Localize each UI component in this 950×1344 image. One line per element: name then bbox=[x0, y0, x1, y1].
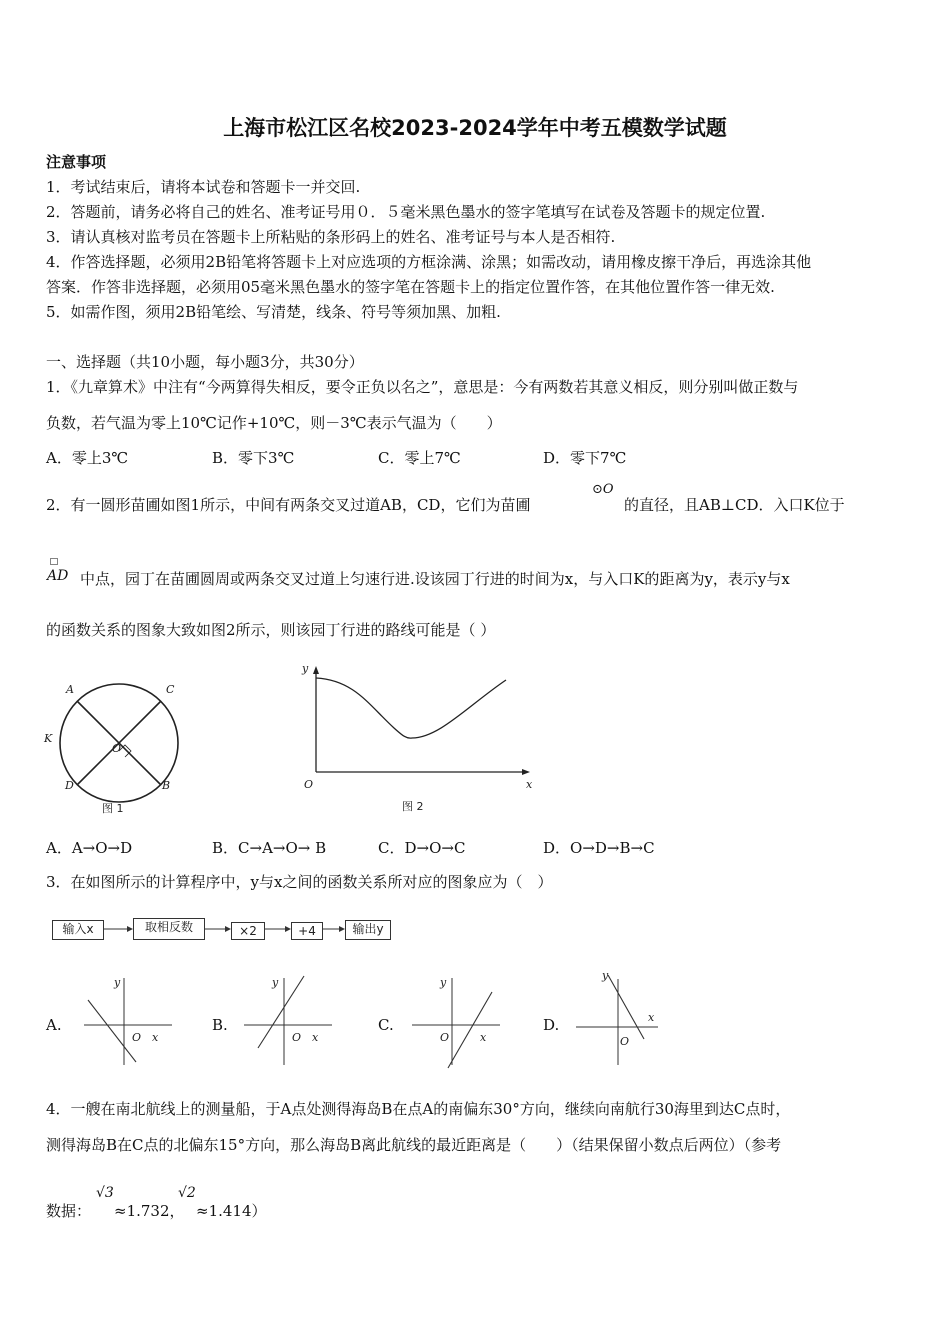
notice-item-5: 5．如需作图，须用2B铅笔绘、写清楚，线条、符号等须加黑、加粗. bbox=[46, 303, 501, 321]
svg-text:O: O bbox=[132, 1031, 142, 1044]
q1-option-c: C．零上7℃ bbox=[378, 449, 461, 467]
fig1-label-o: O bbox=[112, 742, 122, 755]
page-title: 上海市松江区名校2023-2024学年中考五模数学试题 bbox=[223, 116, 727, 140]
q3-graph-d bbox=[572, 965, 672, 1070]
flow-negate-box: 取相反数 bbox=[133, 918, 205, 940]
q4-data-label: 数据： bbox=[46, 1202, 92, 1220]
sqrt2-symbol: √2 bbox=[178, 1185, 196, 1201]
svg-text:y: y bbox=[602, 969, 609, 982]
fig1-label-k: K bbox=[44, 732, 53, 745]
fig2-x-arrow bbox=[522, 769, 530, 775]
notice-heading: 注意事项 bbox=[46, 153, 107, 171]
q4-line2: 测得海岛B在C点的北偏东15°方向，那么海岛B离此航线的最近距离是（ ）（结果保留小数点后两位）（参考 bbox=[46, 1136, 782, 1154]
sqrt3-value: ≈1.732， bbox=[114, 1202, 185, 1220]
fig2-y-arrow bbox=[313, 666, 319, 674]
circle-o-symbol: ⊙O bbox=[592, 482, 614, 497]
q1-option-a: A．零上3℃ bbox=[46, 449, 129, 467]
section-heading: 一、选择题（共10小题，每小题3分，共30分） bbox=[46, 353, 364, 371]
q2-line1a: 2．有一圆形苗圃如图1所示，中间有两条交叉过道AB，CD，它们为苗圃 bbox=[46, 496, 531, 514]
q2-option-b: B．C→A→O→ B bbox=[212, 839, 327, 857]
fig2-caption: 图 2 bbox=[402, 800, 424, 813]
flow-input-box: 输入x bbox=[52, 920, 104, 940]
notice-item-1: 1．考试结束后，请将本试卷和答题卡一并交回. bbox=[46, 178, 361, 196]
notice-item-4-cont: 答案．作答非选择题，必须用05毫米黑色墨水的签字笔在答题卡上的指定位置作答，在其他位置作答一律无效. bbox=[46, 278, 775, 296]
svg-text:O: O bbox=[292, 1031, 302, 1044]
fig2-curve bbox=[316, 678, 506, 738]
fig2-label-x: x bbox=[526, 778, 533, 791]
fig2-label-y: y bbox=[302, 662, 309, 675]
arc-ad-label: AD bbox=[47, 568, 69, 584]
q3-option-d: D. bbox=[543, 1016, 560, 1034]
q3-option-b: B. bbox=[212, 1016, 228, 1034]
svg-text:y: y bbox=[272, 976, 279, 989]
svg-text:x: x bbox=[312, 1031, 319, 1044]
svg-text:O: O bbox=[620, 1035, 630, 1048]
fig1-label-b: B bbox=[162, 779, 171, 792]
flow-output-box: 输出y bbox=[345, 920, 391, 940]
q1-line1: 1．《九章算术》中注有“今两算得失相反，要令正负以名之”，意思是：今有两数若其意义相反，则分别叫做正数与 bbox=[46, 378, 799, 396]
svg-text:y: y bbox=[440, 976, 447, 989]
q4-line1: 4．一艘在南北航线上的测量船，于A点处测得海岛B在点A的南偏东30°方向，继续向南航行30海里到达C点时， bbox=[46, 1100, 791, 1118]
fig2-label-o: O bbox=[304, 778, 314, 791]
arc-symbol-icon bbox=[50, 558, 60, 566]
svg-text:O: O bbox=[440, 1031, 450, 1044]
sqrt2-value: ≈1.414） bbox=[196, 1202, 267, 1220]
q2-line1b: 的直径，且AB⊥CD．入口K位于 bbox=[624, 496, 845, 514]
q3-option-c: C. bbox=[378, 1016, 394, 1034]
q1-option-b: B．零下3℃ bbox=[212, 449, 295, 467]
q2-line3: 的函数关系的图象大致如图2所示，则该园丁行进的路线可能是（ ） bbox=[46, 621, 496, 639]
q3-graph-a bbox=[80, 970, 180, 1070]
flow-plus4-box: +4 bbox=[291, 922, 323, 940]
fig1-label-a: A bbox=[66, 683, 74, 696]
q2-option-a: A．A→O→D bbox=[46, 839, 133, 857]
q1-line2: 负数，若气温为零上10℃记作+10℃，则－3℃表示气温为（ ） bbox=[46, 414, 502, 432]
svg-text:x: x bbox=[648, 1011, 655, 1024]
notice-item-2: 2．答题前，请务必将自己的姓名、准考证号用０．５毫米黑色墨水的签字笔填写在试卷及答题卡的规定位置. bbox=[46, 203, 766, 221]
figure-1 bbox=[40, 680, 200, 820]
sqrt3-symbol: √3 bbox=[96, 1185, 114, 1201]
fig1-label-d: D bbox=[65, 779, 74, 792]
q1-option-d: D．零下7℃ bbox=[543, 449, 627, 467]
q3-graph-b bbox=[240, 970, 340, 1070]
q3-option-a: A. bbox=[46, 1016, 62, 1034]
svg-text:y: y bbox=[114, 976, 121, 989]
notice-item-4: 4．作答选择题，必须用2B铅笔将答题卡上对应选项的方框涂满、涂黑；如需改动，请用橡皮擦干净后，再选涂其他 bbox=[46, 253, 812, 271]
svg-text:x: x bbox=[480, 1031, 487, 1044]
q3-graph-c bbox=[408, 970, 508, 1070]
fig1-caption: 图 1 bbox=[102, 802, 124, 815]
q3-line1: 3．在如图所示的计算程序中，y与x之间的函数关系所对应的图象应为（ ） bbox=[46, 873, 553, 891]
fig1-label-c: C bbox=[166, 683, 175, 696]
notice-item-3: 3．请认真核对监考员在答题卡上所粘贴的条形码上的姓名、准考证号与本人是否相符. bbox=[46, 228, 616, 246]
svg-text:x: x bbox=[152, 1031, 159, 1044]
flow-times2-box: ×2 bbox=[231, 922, 265, 940]
q2-option-c: C．D→O→C bbox=[378, 839, 466, 857]
figure-2 bbox=[294, 660, 544, 820]
q2-option-d: D．O→D→B→C bbox=[543, 839, 655, 857]
q2-line2: 中点，园丁在苗圃圆周或两条交叉过道上匀速行进.设该园丁行进的时间为x，与入口K的距离为y，表示y与x bbox=[80, 570, 790, 588]
